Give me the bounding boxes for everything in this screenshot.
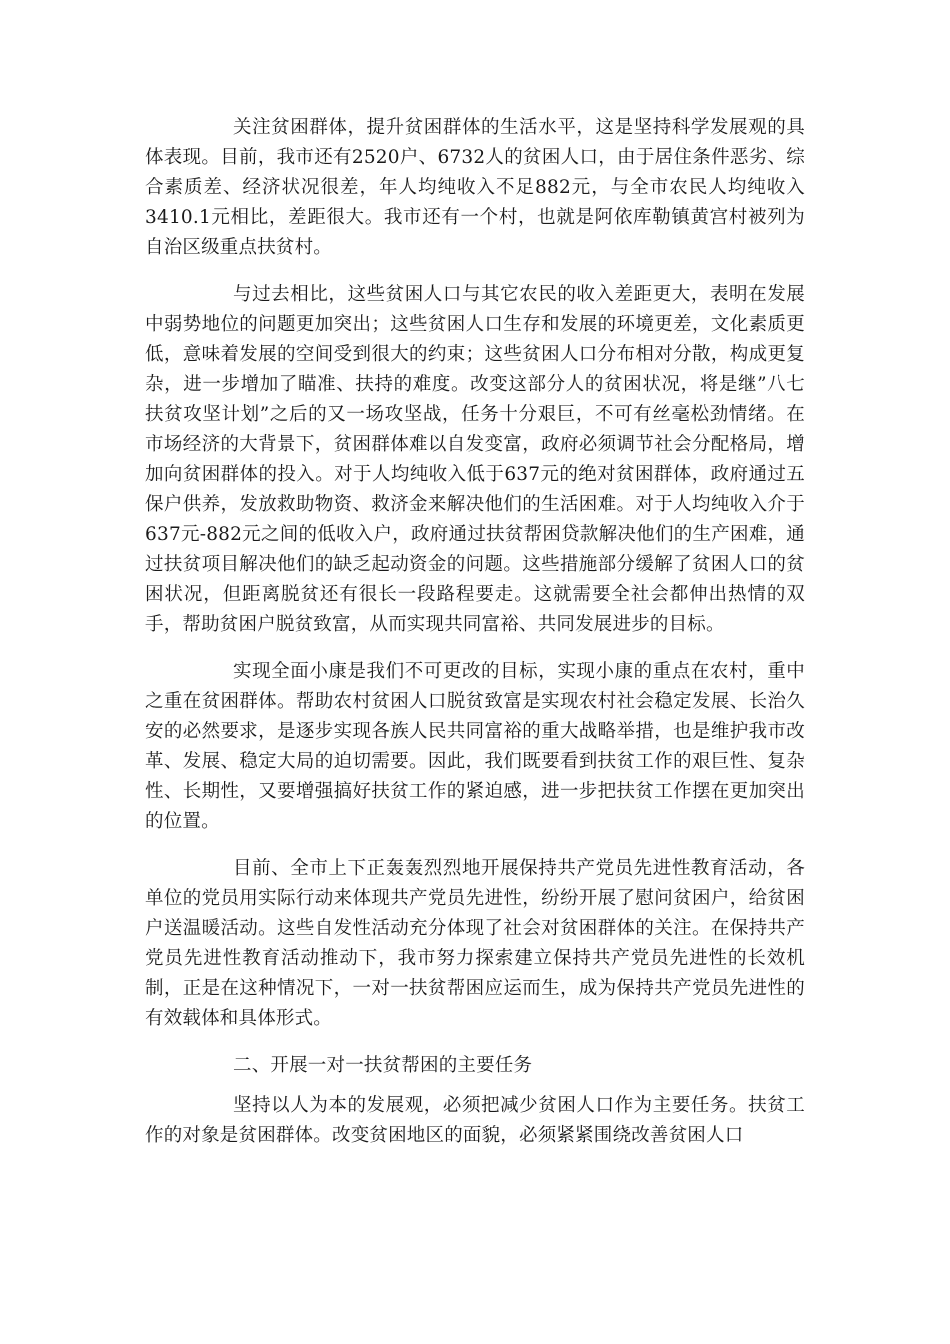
paragraph-xiaokang-goal: 实现全面小康是我们不可更改的目标，实现小康的重点在农村，重中之重在贫困群体。帮助农村贫困人口脱贫致富是实现农村社会稳定发展、长治久安的必然要求，是逐步实现各族人民共同富裕的重大战略举措，也是维护我市改革、发展、稳定大局的迫切需要。因此，我们既要看到扶贫工作的艰巨性、复杂性、长期性，又要增强搞好扶贫工作的紧迫感，进一步把扶贫工作摆在更加突出的位置。 [145, 661, 805, 832]
paragraph-income-gap: 与过去相比，这些贫困人口与其它农民的收入差距更大，表明在发展中弱势地位的问题更加突出；这些贫困人口生存和发展的环境更差，文化素质更低，意味着发展的空间受到很大的约束；这些贫困人口分布相对分散，构成更复杂，进一步增加了瞄准、扶持的难度。改变这部分人的贫困状况，将是继”八七扶贫攻坚计划”之后的又一场攻坚战，任务十分艰巨，不可有丝毫松劲情绪。在市场经济的大背景下，贫困群体难以自发变富，政府必须调节社会分配格局，增加向贫困群体的投入。对于人均纯收入低于637元的绝对贫困群体，政府通过五保户供养，发放救助物资、救济金来解决他们的生活困难。对于人均纯收入介于637元-882元之间的低收入户，政府通过扶贫帮困贷款解决他们的生产困难，通过扶贫项目解决他们的缺乏起动资金的问题。这些措施部分缓解了贫困人口的贫困状况，但距离脱贫还有很长一段路程要走。这就需要全社会都伸出热情的双手，帮助贫困户脱贫致富，从而实现共同富裕、共同发展进步的目标。 [145, 284, 805, 635]
paragraph-party-activity: 目前、全市上下正轰轰烈烈地开展保持共产党员先进性教育活动，各单位的党员用实际行动来体现共产党员先进性，纷纷开展了慰问贫困户，给贫困户送温暖活动。这些自发性活动充分体现了社会对贫困群体的关注。在保持共产党员先进性教育活动推动下，我市努力探索建立保持共产党员先进性的长效机制，正是在这种情况下，一对一扶贫帮困应运而生，成为保持共产党员先进性的有效载体和具体形式。 [145, 858, 805, 1029]
section-heading: 二、开展一对一扶贫帮困的主要任务 [233, 1055, 533, 1076]
paragraph-main-task: 坚持以人为本的发展观，必须把减少贫困人口作为主要任务。扶贫工作的对象是贫困群体。改变贫困地区的面貌，必须紧紧围绕改善贫困人口 [145, 1095, 805, 1146]
document-page [145, 113, 805, 1151]
paragraph-poverty-overview: 关注贫困群体，提升贫困群体的生活水平，这是坚持科学发展观的具体表现。目前，我市还有2520户、6732人的贫困人口，由于居住条件恶劣、综合素质差、经济状况很差，年人均纯收入不足882元，与全市农民人均纯收入3410.1元相比，差距很大。我市还有一个村，也就是阿依库勒镇黄宫村被列为自治区级重点扶贫村。 [145, 117, 805, 258]
